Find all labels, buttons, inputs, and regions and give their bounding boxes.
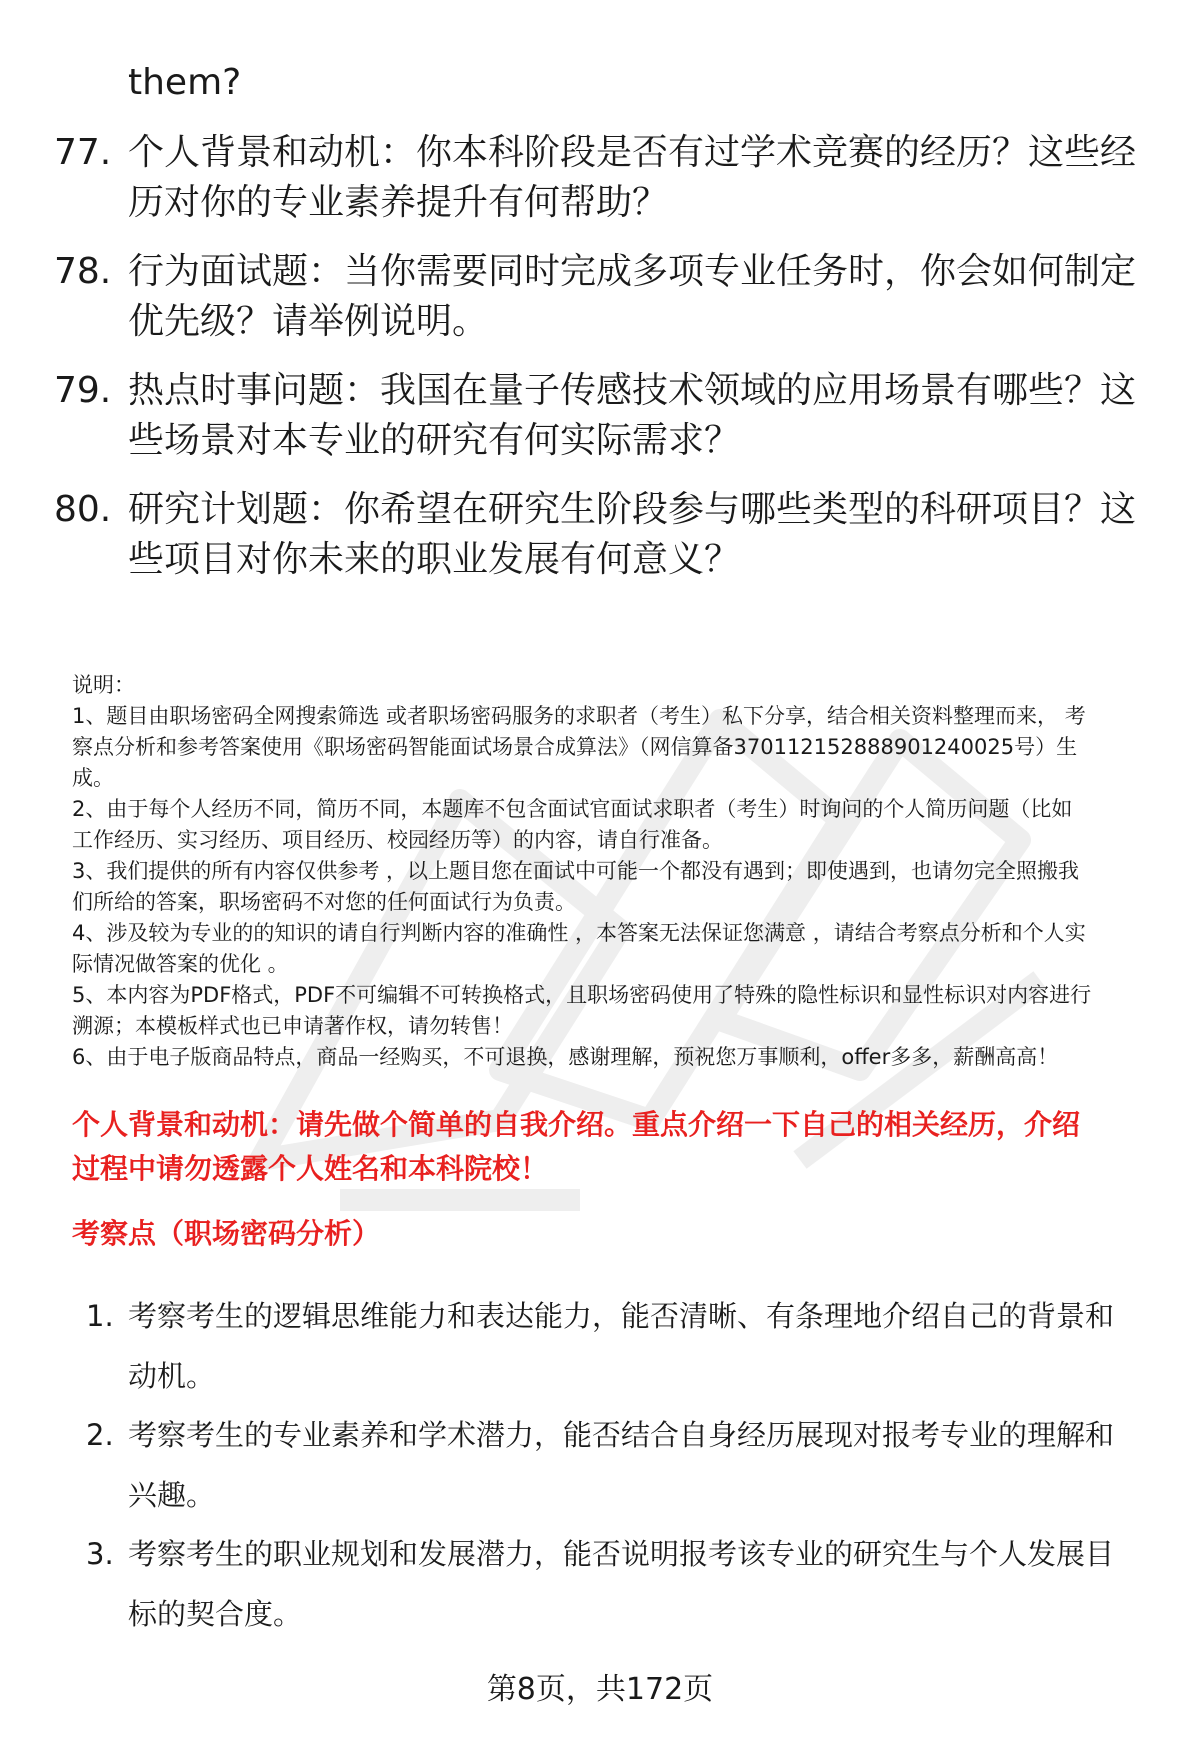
notes-line: 们所给的答案，职场密码不对您的任何面试行为负责。	[72, 890, 576, 914]
point-line: 考察考生的逻辑思维能力和表达能力，能否清晰、有条理地介绍自己的背景和	[128, 1299, 1115, 1333]
question-number: 79.	[54, 370, 112, 411]
point-text	[128, 1286, 1148, 1406]
question-line: 些项目对你未来的职业发展有何意义？	[128, 539, 741, 580]
question-line: 热点时事问题：我国在量子传感技术领域的应用场景有哪些？这	[128, 370, 1137, 411]
question-text	[128, 366, 1143, 466]
notes-section	[72, 670, 1162, 1073]
point-line: 兴趣。	[128, 1478, 216, 1512]
question-line: 优先级？请举例说明。	[128, 301, 489, 342]
question-line: 行为面试题：当你需要同时完成多项专业任务时，你会如何制定	[128, 251, 1137, 292]
question-line: 些场景对本专业的研究有何实际需求？	[128, 420, 741, 461]
notes-line: 察点分析和参考答案使用《职场密码智能面试场景合成算法》（网信算备370112152888901240025号）生	[72, 735, 1078, 759]
question-number: 77.	[54, 132, 112, 173]
point-number: 3.	[86, 1537, 114, 1571]
point-text	[128, 1524, 1148, 1644]
question-line: 个人背景和动机：你本科阶段是否有过学术竞赛的经历？这些经	[128, 132, 1137, 173]
question-line: 研究计划题：你希望在研究生阶段参与哪些类型的科研项目？这	[128, 489, 1137, 530]
question-line: 历对你的专业素养提升有何帮助？	[128, 182, 669, 223]
point-line: 标的契合度。	[128, 1597, 303, 1631]
question-number: 78.	[54, 251, 112, 292]
notes-line: 1、题目由职场密码全网搜索筛选 或者职场密码服务的求职者（考生）私下分享，结合相关资料整理而来， 考	[72, 704, 1086, 728]
point-line: 考察考生的职业规划和发展潜力，能否说明报考该专业的研究生与个人发展目	[128, 1537, 1115, 1571]
question-continuation: them?	[128, 62, 242, 103]
notes-line: 5、本内容为PDF格式，PDF不可编辑不可转换格式，且职场密码使用了特殊的隐性标识和显性标识对内容进行	[72, 983, 1092, 1007]
question-number: 80.	[54, 489, 112, 530]
page-footer: 第8页，共172页	[486, 1672, 714, 1707]
notes-line: 4、涉及较为专业的的知识的请自行判断内容的准确性 ，本答案无法保证您满意 ，请结合考察点分析和个人实	[72, 921, 1086, 945]
notes-title: 说明：	[72, 673, 135, 697]
notes-line: 际情况做答案的优化 。	[72, 952, 289, 976]
notes-line: 成。	[72, 766, 114, 790]
point-line: 动机。	[128, 1359, 216, 1393]
question-text	[128, 128, 1143, 228]
highlight-question	[72, 1103, 1162, 1191]
question-text	[128, 485, 1143, 585]
notes-line: 工作经历、实习经历、项目经历、校园经历等）的内容，请自行准备。	[72, 828, 723, 852]
point-line: 考察考生的专业素养和学术潜力，能否结合自身经历展现对报考专业的理解和	[128, 1418, 1115, 1452]
notes-line: 6、由于电子版商品特点，商品一经购买，不可退换，感谢理解，预祝您万事顺利，offer多多，薪酬高高！	[72, 1045, 1059, 1069]
analysis-heading: 考察点（职场密码分析）	[72, 1217, 381, 1250]
notes-line: 溯源；本模板样式也已申请著作权，请勿转售！	[72, 1014, 513, 1038]
highlight-question-line: 个人背景和动机：请先做个简单的自我介绍。重点介绍一下自己的相关经历，介绍	[72, 1108, 1081, 1141]
point-text	[128, 1405, 1148, 1525]
notes-line: 3、我们提供的所有内容仅供参考 ，以上题目您在面试中可能一个都没有遇到；即使遇到，也请勿完全照搬我	[72, 859, 1080, 883]
question-text	[128, 247, 1143, 347]
point-number: 1.	[86, 1299, 114, 1333]
notes-line: 2、由于每个人经历不同，简历不同，本题库不包含面试官面试求职者（考生）时询问的个人简历问题（比如	[72, 797, 1073, 821]
highlight-question-line: 过程中请勿透露个人姓名和本科院校！	[72, 1152, 549, 1185]
point-number: 2.	[86, 1418, 114, 1452]
